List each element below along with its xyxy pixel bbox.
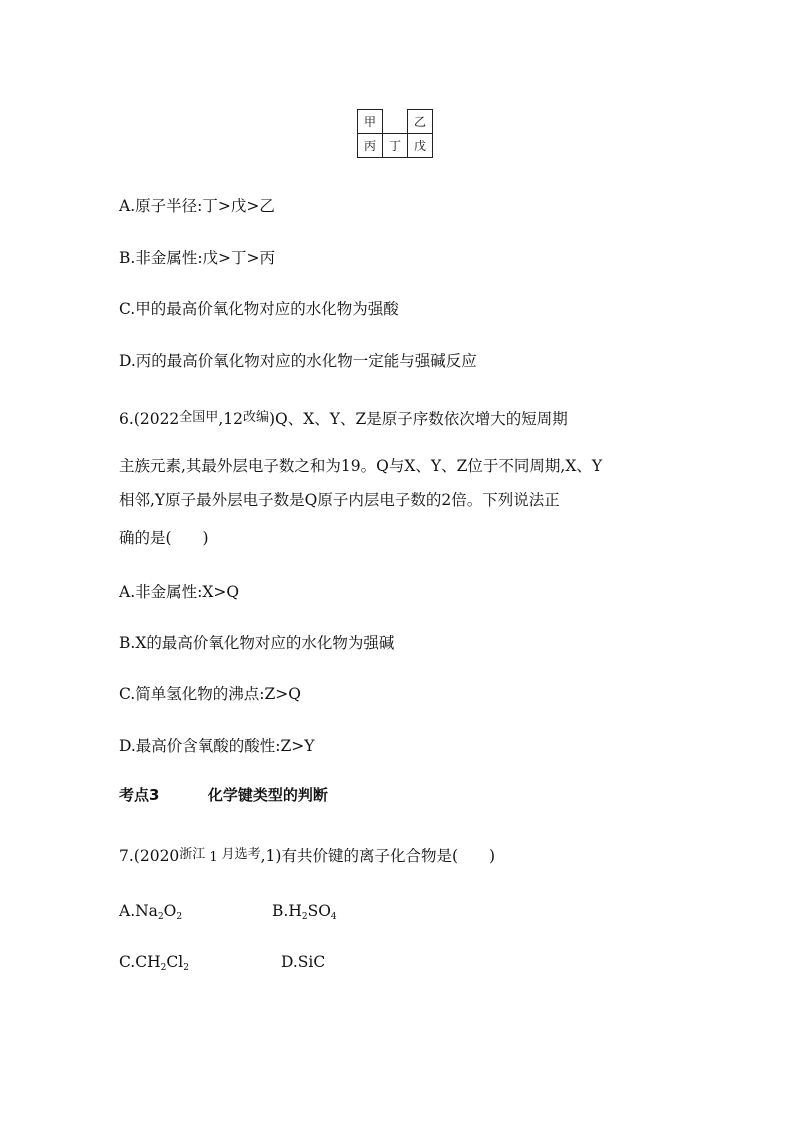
q6-stem-line4: 确的是( ) xyxy=(119,529,209,547)
question-source-note: 改编 xyxy=(242,410,269,425)
formula-subscript: 2 xyxy=(301,912,308,922)
question-source-year: (2022 xyxy=(133,410,180,428)
q6-option-a: A.非金属性:X>Q xyxy=(119,583,240,601)
q7-option-d: D.SiC xyxy=(281,953,326,971)
question-number: 6. xyxy=(119,410,134,428)
q5-option-c: C.甲的最高价氧化物对应的水化物为强酸 xyxy=(119,300,399,318)
table-row xyxy=(358,110,433,134)
q5-option-b: B.非金属性:戊>丁>丙 xyxy=(119,249,276,267)
q5-option-a: A.原子半径:丁>戊>乙 xyxy=(119,197,275,215)
question-source-region: 浙江 xyxy=(179,847,206,862)
formula-subscript: 2 xyxy=(183,963,189,973)
question-stem-text: 有共价键的离子化合物是( ) xyxy=(281,847,496,865)
q6-option-d: D.最高价含氧酸的酸性:Z>Y xyxy=(119,737,315,755)
formula-part: O xyxy=(163,902,177,920)
table-cell: 丙 xyxy=(358,134,383,158)
formula-subscript: 2 xyxy=(160,963,167,973)
formula-subscript: 2 xyxy=(176,912,183,922)
question-source-close: ) xyxy=(268,410,276,428)
formula-part: A.Na xyxy=(119,902,158,920)
section-label: 考点3 xyxy=(119,786,160,804)
section-heading xyxy=(119,784,328,805)
q7-option-c xyxy=(119,953,189,971)
formula-subscript: 2 xyxy=(157,912,164,922)
section-title: 化学键类型的判断 xyxy=(207,786,328,804)
periodic-table-fragment xyxy=(357,109,433,158)
table-cell: 甲 xyxy=(358,110,383,134)
q6-option-b: B.X的最高价氧化物对应的水化物为强碱 xyxy=(119,634,395,652)
formula-part: SO xyxy=(307,902,331,920)
q6-stem-line1 xyxy=(119,406,568,429)
question-source-note: 月选考 xyxy=(221,847,261,862)
question-source-year: (2020 xyxy=(133,847,180,865)
formula-part: C.CH xyxy=(119,953,161,971)
q6-option-c: C.简单氢化物的沸点:Z>Q xyxy=(119,685,301,703)
q6-stem-line2: 主族元素,其最外层电子数之和为19。Q与X、Y、Z位于不同周期,X、Y xyxy=(119,457,603,475)
table-cell: 乙 xyxy=(408,110,433,134)
formula-part: Cl xyxy=(166,953,184,971)
table-cell-empty xyxy=(383,110,408,134)
question-stem-text: Q、X、Y、Z是原子序数依次增大的短周期 xyxy=(275,410,568,428)
table-row xyxy=(358,134,433,158)
question-source-close: ,1) xyxy=(260,847,282,865)
question-source-region: 全国甲 xyxy=(179,410,219,425)
formula-subscript: 4 xyxy=(330,912,337,922)
question-source-number: 1 xyxy=(209,850,218,865)
q6-stem-line3: 相邻,Y原子最外层电子数是Q原子内层电子数的2倍。下列说法正 xyxy=(119,491,560,509)
question-source-number: ,12 xyxy=(218,410,243,428)
table-cell: 丁 xyxy=(383,134,408,158)
formula-part: B.H xyxy=(272,902,302,920)
question-number: 7. xyxy=(119,847,134,865)
table-cell: 戊 xyxy=(408,134,433,158)
q7-option-a xyxy=(119,902,182,920)
q7-option-b xyxy=(272,902,337,920)
q7-stem xyxy=(119,843,495,866)
q5-option-d: D.丙的最高价氧化物对应的水化物一定能与强碱反应 xyxy=(119,352,477,370)
